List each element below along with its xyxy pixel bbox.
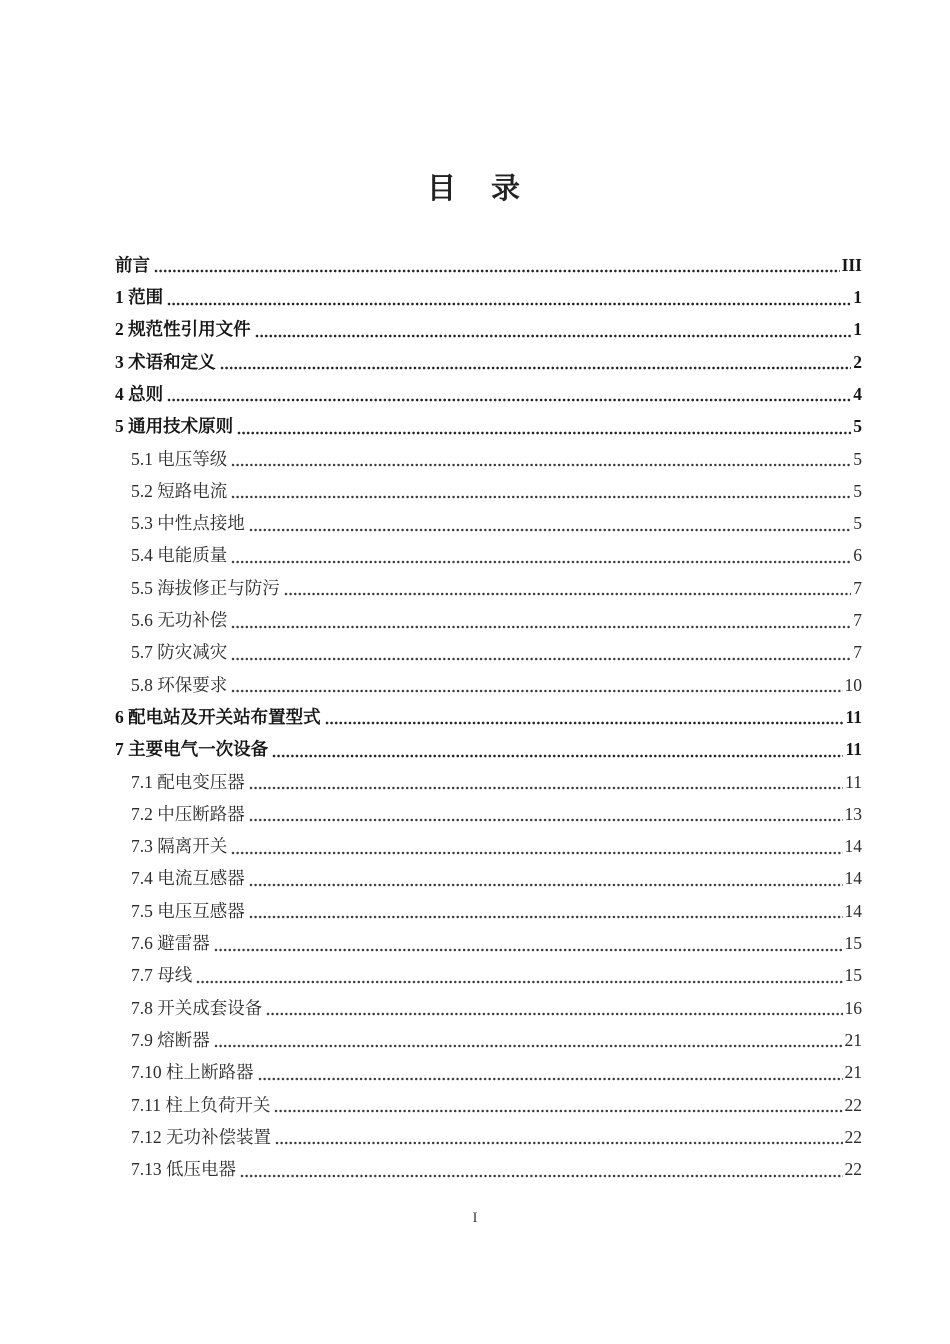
toc-leader-dots bbox=[154, 269, 840, 273]
toc-entry-page-number: 1 bbox=[853, 287, 862, 308]
toc-list bbox=[115, 248, 862, 1185]
toc-entry[interactable] bbox=[115, 409, 862, 441]
toc-entry[interactable] bbox=[115, 700, 862, 732]
toc-leader-dots bbox=[231, 495, 851, 499]
toc-entry-label: 7 主要电气一次设备 bbox=[115, 739, 269, 760]
toc-entry[interactable] bbox=[115, 571, 862, 603]
toc-entry-page-number: 11 bbox=[845, 739, 862, 760]
toc-leader-dots bbox=[266, 1012, 842, 1016]
toc-entry[interactable] bbox=[115, 603, 862, 635]
toc-entry[interactable] bbox=[115, 926, 862, 958]
toc-leader-dots bbox=[284, 592, 852, 596]
toc-entry[interactable] bbox=[115, 829, 862, 861]
toc-entry-page-number: 7 bbox=[853, 577, 862, 598]
toc-entry[interactable] bbox=[115, 797, 862, 829]
toc-entry[interactable] bbox=[115, 1152, 862, 1184]
toc-leader-dots bbox=[249, 915, 843, 919]
toc-entry[interactable] bbox=[115, 765, 862, 797]
toc-leader-dots bbox=[249, 786, 843, 790]
toc-entry-page-number: 14 bbox=[844, 836, 862, 857]
toc-entry-page-number: 10 bbox=[844, 674, 862, 695]
toc-entry-page-number: 14 bbox=[844, 868, 862, 889]
toc-entry[interactable] bbox=[115, 1055, 862, 1087]
toc-entry-label: 1 范围 bbox=[115, 287, 164, 308]
footer-page-number: I bbox=[472, 1210, 478, 1226]
toc-entry-page-number: 15 bbox=[844, 933, 862, 954]
toc-entry[interactable] bbox=[115, 377, 862, 409]
toc-entry-label: 5 通用技术原则 bbox=[115, 416, 234, 437]
toc-entry-label: 7.13 低压电器 bbox=[131, 1159, 236, 1180]
toc-leader-dots bbox=[231, 625, 851, 629]
toc-entry-page-number: 13 bbox=[844, 803, 862, 824]
toc-entry-page-number: 22 bbox=[844, 1126, 862, 1147]
toc-entry[interactable] bbox=[115, 636, 862, 668]
toc-entry-page-number: 2 bbox=[853, 351, 862, 372]
toc-entry[interactable] bbox=[115, 1023, 862, 1055]
toc-entry-page-number: 15 bbox=[844, 965, 862, 986]
toc-entry-page-number: 11 bbox=[845, 706, 862, 727]
toc-entry-label: 2 规范性引用文件 bbox=[115, 319, 251, 340]
toc-entry-label: 5.1 电压等级 bbox=[131, 448, 228, 469]
toc-leader-dots bbox=[325, 721, 844, 725]
toc-leader-dots bbox=[231, 657, 851, 661]
toc-entry[interactable] bbox=[115, 280, 862, 312]
toc-entry-label: 5.5 海拔修正与防污 bbox=[131, 577, 280, 598]
toc-entry-page-number: 14 bbox=[844, 900, 862, 921]
toc-entry-page-number: 5 bbox=[853, 448, 862, 469]
toc-entry-page-number: 22 bbox=[844, 1159, 862, 1180]
toc-leader-dots bbox=[237, 431, 851, 435]
toc-entry-page-number: 5 bbox=[853, 480, 862, 501]
toc-leader-dots bbox=[240, 1174, 843, 1178]
toc-entry[interactable] bbox=[115, 313, 862, 345]
toc-leader-dots bbox=[214, 1044, 843, 1048]
toc-entry-page-number: 21 bbox=[844, 1062, 862, 1083]
toc-entry-label: 7.3 隔离开关 bbox=[131, 836, 228, 857]
toc-leader-dots bbox=[255, 334, 852, 338]
toc-leader-dots bbox=[249, 883, 843, 887]
toc-leader-dots bbox=[274, 1109, 842, 1113]
toc-entry-label: 7.10 柱上断路器 bbox=[131, 1062, 254, 1083]
toc-entry[interactable] bbox=[115, 442, 862, 474]
toc-entry-page-number: 21 bbox=[844, 1029, 862, 1050]
toc-entry-page-number: 6 bbox=[853, 545, 862, 566]
toc-entry[interactable] bbox=[115, 539, 862, 571]
toc-entry-label: 7.1 配电变压器 bbox=[131, 771, 245, 792]
page-title: 目 录 bbox=[426, 173, 523, 205]
toc-entry[interactable] bbox=[115, 959, 862, 991]
toc-entry-page-number: 5 bbox=[853, 513, 862, 534]
toc-entry-label: 7.5 电压互感器 bbox=[131, 900, 245, 921]
toc-entry[interactable] bbox=[115, 506, 862, 538]
toc-entry-page-number: 1 bbox=[853, 319, 862, 340]
toc-entry[interactable] bbox=[115, 668, 862, 700]
toc-entry[interactable] bbox=[115, 1120, 862, 1152]
toc-entry[interactable] bbox=[115, 248, 862, 280]
toc-entry-page-number: 5 bbox=[853, 416, 862, 437]
toc-entry-label: 7.6 避雷器 bbox=[131, 933, 210, 954]
toc-leader-dots bbox=[231, 851, 842, 855]
toc-entry-label: 5.2 短路电流 bbox=[131, 480, 228, 501]
toc-leader-dots bbox=[231, 463, 851, 467]
toc-leader-dots bbox=[231, 560, 851, 564]
toc-entry-label: 5.8 环保要求 bbox=[131, 674, 228, 695]
toc-leader-dots bbox=[258, 1077, 843, 1081]
toc-entry-label: 7.4 电流互感器 bbox=[131, 868, 245, 889]
toc-entry-label: 5.6 无功补偿 bbox=[131, 610, 228, 631]
toc-entry-label: 5.3 中性点接地 bbox=[131, 513, 245, 534]
toc-leader-dots bbox=[220, 366, 852, 370]
toc-entry-page-number: III bbox=[841, 254, 862, 275]
toc-entry-label: 7.8 开关成套设备 bbox=[131, 997, 263, 1018]
toc-leader-dots bbox=[196, 980, 842, 984]
toc-leader-dots bbox=[275, 1141, 843, 1145]
toc-entry[interactable] bbox=[115, 732, 862, 764]
toc-entry-label: 3 术语和定义 bbox=[115, 351, 216, 372]
toc-leader-dots bbox=[272, 754, 843, 758]
toc-entry-label: 7.9 熔断器 bbox=[131, 1029, 210, 1050]
toc-entry-label: 前言 bbox=[115, 254, 150, 275]
toc-entry-page-number: 16 bbox=[844, 997, 862, 1018]
toc-entry[interactable] bbox=[115, 991, 862, 1023]
toc-entry-label: 5.7 防灾减灾 bbox=[131, 642, 228, 663]
toc-leader-dots bbox=[167, 398, 851, 402]
toc-entry-page-number: 22 bbox=[844, 1094, 862, 1115]
toc-leader-dots bbox=[167, 302, 851, 306]
toc-entry[interactable] bbox=[115, 1088, 862, 1120]
toc-entry[interactable] bbox=[115, 474, 862, 506]
toc-leader-dots bbox=[249, 528, 852, 532]
toc-entry-label: 5.4 电能质量 bbox=[131, 545, 228, 566]
toc-entry-page-number: 11 bbox=[845, 771, 862, 792]
toc-entry[interactable] bbox=[115, 862, 862, 894]
toc-entry-page-number: 7 bbox=[853, 642, 862, 663]
toc-entry-label: 6 配电站及开关站布置型式 bbox=[115, 706, 321, 727]
toc-entry-page-number: 4 bbox=[853, 383, 862, 404]
toc-entry-label: 7.11 柱上负荷开关 bbox=[131, 1094, 271, 1115]
toc-entry-page-number: 7 bbox=[853, 610, 862, 631]
toc-entry[interactable] bbox=[115, 894, 862, 926]
toc-leader-dots bbox=[214, 948, 843, 952]
toc-entry-label: 7.12 无功补偿装置 bbox=[131, 1126, 271, 1147]
toc-entry-label: 4 总则 bbox=[115, 383, 164, 404]
toc-entry-label: 7.7 母线 bbox=[131, 965, 193, 986]
toc-leader-dots bbox=[231, 689, 842, 693]
toc-entry-label: 7.2 中压断路器 bbox=[131, 803, 245, 824]
toc-entry[interactable] bbox=[115, 345, 862, 377]
toc-leader-dots bbox=[249, 818, 843, 822]
